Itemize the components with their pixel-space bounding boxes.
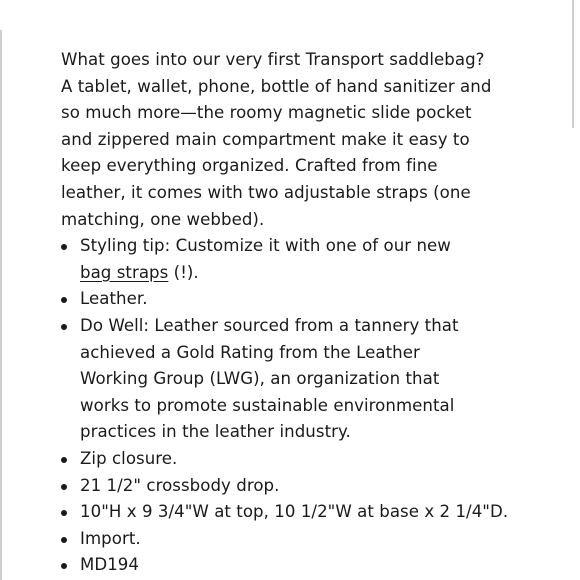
style-code-text: MD194 <box>80 555 140 575</box>
do-well-text: Do Well: Leather sourced from a tannery that achieved a Gold Rating from the Leather Working Group (LWG), an organization that works to promote sustainable environmental practices in the leather industry. <box>80 315 459 442</box>
bullet-icon <box>61 510 67 516</box>
bullet-icon <box>61 537 67 543</box>
drop-text: 21 1/2" crossbody drop. <box>80 475 280 495</box>
bag-straps-link[interactable]: bag straps <box>80 262 169 282</box>
list-item-styling-tip <box>61 233 485 286</box>
bullet-icon <box>61 324 67 330</box>
closure-text: Zip closure. <box>80 448 178 468</box>
bullet-icon <box>61 563 67 569</box>
list-item-closure <box>61 446 561 473</box>
styling-tip-suffix: (!). <box>168 262 199 282</box>
leather-text: Leather. <box>80 289 148 309</box>
bullet-icon <box>61 457 67 463</box>
list-item-dimensions <box>61 499 561 526</box>
styling-tip-text: Styling tip: Customize it with one of our new <box>80 236 451 256</box>
bullet-icon <box>61 244 67 250</box>
left-border-line <box>0 30 2 580</box>
product-description: What goes into our very first Transport saddlebag? A tablet, wallet, phone, bottle of hand sanitizer and so much more—the roomy magnetic slide pocket and zippered main compartment make it easy to keep everything organized. Crafted from fine leather, it comes with two adjustable straps (one matching, one webbed). <box>61 50 492 229</box>
list-item-do-well <box>61 313 485 446</box>
bullet-icon <box>61 484 67 490</box>
origin-text: Import. <box>80 528 141 548</box>
list-item-leather <box>61 286 561 313</box>
list-item-drop <box>61 473 561 500</box>
list-item-origin <box>61 526 561 553</box>
bullet-icon <box>61 297 67 303</box>
feature-list <box>61 233 561 579</box>
list-item-style-code <box>61 552 561 579</box>
right-border-line <box>572 0 574 128</box>
dimensions-text: 10"H x 9 3/4"W at top, 10 1/2"W at base x 2 1/4"D. <box>80 502 509 522</box>
product-details <box>61 47 561 579</box>
